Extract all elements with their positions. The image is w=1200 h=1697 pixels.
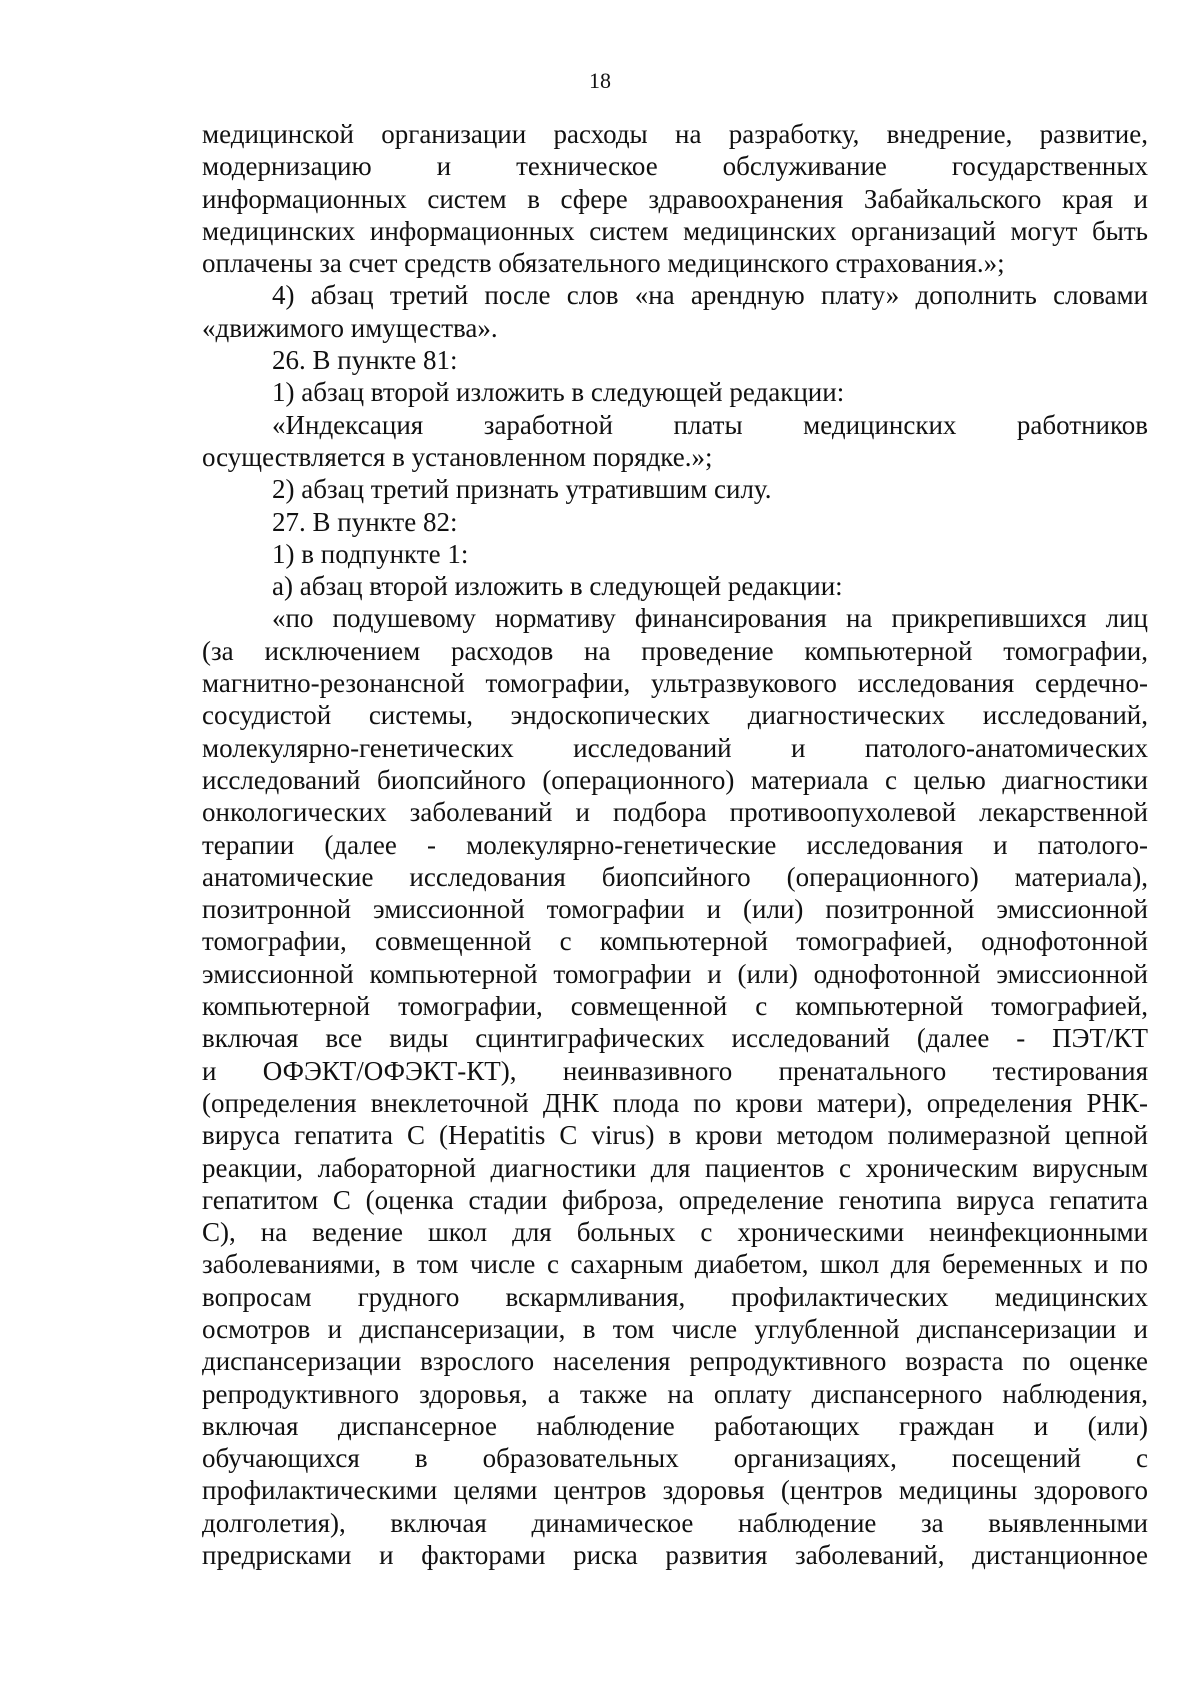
text-line: 26. В пункте 81: <box>272 345 458 376</box>
text-line: информационных систем в сфере здравоохранения Забайкальского края и <box>202 183 1148 214</box>
text-line: вируса гепатита С (Hepatitis C virus) в крови методом полимеразной цепной <box>202 1120 1148 1151</box>
text-line: 1) в подпункте 1: <box>272 538 469 569</box>
text-line: диспансеризации взрослого населения репродуктивного возраста по оценке <box>202 1346 1148 1377</box>
text-line: гепатитом С (оценка стадии фиброза, определение генотипа вируса гепатита <box>202 1184 1148 1215</box>
text-line: исследований биопсийного (операционного) материала с целью диагностики <box>202 764 1148 795</box>
text-line: томографии, совмещенной с компьютерной томографией, однофотонной <box>202 926 1148 957</box>
text-line: терапии (далее - молекулярно-генетические исследования и патолого- <box>202 829 1148 860</box>
text-line: позитронной эмиссионной томографии и (или) позитронной эмиссионной <box>202 894 1148 925</box>
text-line: сосудистой системы, эндоскопических диагностических исследований, <box>202 700 1148 731</box>
text-line: 27. В пункте 82: <box>272 506 458 537</box>
text-line: (за исключением расходов на проведение компьютерной томографии, <box>202 635 1148 666</box>
text-line: предрисками и факторами риска развития заболеваний, дистанционное <box>202 1540 1148 1571</box>
text-line: анатомические исследования биопсийного (операционного) материала), <box>202 861 1148 892</box>
text-line: обучающихся в образовательных организациях, посещений с <box>202 1443 1148 1474</box>
text-line: С), на ведение школ для больных с хроническими неинфекционными <box>202 1217 1148 1248</box>
text-line: молекулярно-генетических исследований и патолого-анатомических <box>202 732 1148 763</box>
text-line: вопросам грудного вскармливания, профилактических медицинских <box>202 1281 1148 1312</box>
text-line: 1) абзац второй изложить в следующей редакции: <box>272 377 845 408</box>
text-line: медицинской организации расходы на разработку, внедрение, развитие, <box>202 119 1148 149</box>
text-line: заболеваниями, в том числе с сахарным диабетом, школ для беременных и по <box>202 1249 1148 1280</box>
text-line: профилактическими целями центров здоровья (центров медицины здорового <box>202 1475 1148 1506</box>
text-line: онкологических заболеваний и подбора противоопухолевой лекарственной <box>202 797 1148 828</box>
text-line: (определения внеклеточной ДНК плода по крови матери), определения РНК- <box>202 1087 1148 1118</box>
text-line: реакции, лабораторной диагностики для пациентов с хроническим вирусным <box>202 1152 1148 1183</box>
text-line: включая все виды сцинтиграфических исследований (далее - ПЭТ/КТ <box>202 1023 1148 1054</box>
text-line: включая диспансерное наблюдение работающих граждан и (или) <box>202 1410 1148 1441</box>
text-line: модернизацию и техническое обслуживание государственных <box>202 151 1148 182</box>
text-line: репродуктивного здоровья, а также на оплату диспансерного наблюдения, <box>202 1378 1148 1409</box>
text-line: оплачены за счет средств обязательного медицинского страхования.»; <box>202 248 1005 279</box>
text-line: компьютерной томографии, совмещенной с компьютерной томографией, <box>202 991 1148 1022</box>
text-line: а) абзац второй изложить в следующей редакции: <box>272 571 843 602</box>
text-line: и ОФЭКТ/ОФЭКТ-КТ), неинвазивного пренатального тестирования <box>202 1055 1148 1086</box>
text-line: осуществляется в установленном порядке.»; <box>202 441 713 472</box>
text-line: эмиссионной компьютерной томографии и (или) однофотонной эмиссионной <box>202 958 1148 989</box>
text-line: «по подушевому нормативу финансирования на прикрепившихся лиц <box>272 603 1148 634</box>
text-line: «Индексация заработной платы медицинских работников <box>272 409 1148 440</box>
page-number: 18 <box>589 68 611 93</box>
text-line: медицинских информационных систем медицинских организаций могут быть <box>202 215 1148 246</box>
text-line: 4) абзац третий после слов «на арендную плату» дополнить словами <box>272 280 1148 311</box>
text-line: долголетия), включая динамическое наблюдение за выявленными <box>202 1507 1148 1538</box>
text-line: магнитно-резонансной томографии, ультразвукового исследования сердечно- <box>202 668 1148 699</box>
text-line: 2) абзац третий признать утратившим силу. <box>272 474 772 505</box>
text-line: осмотров и диспансеризации, в том числе углубленной диспансеризации и <box>202 1313 1148 1344</box>
document-body <box>202 118 1148 1571</box>
text-line: «движимого имущества». <box>202 312 498 343</box>
